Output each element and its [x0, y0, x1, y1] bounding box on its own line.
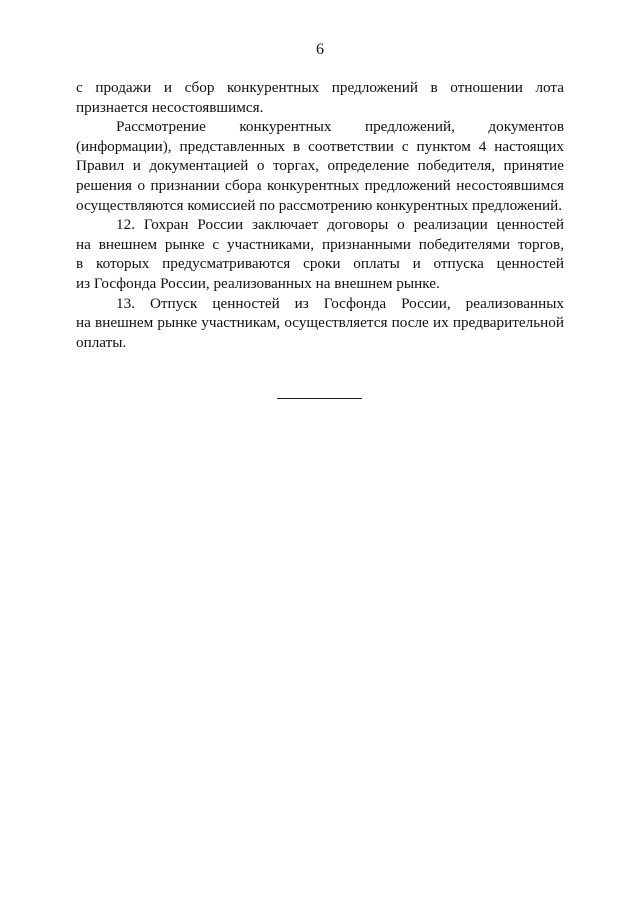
- page-number: 6: [316, 41, 324, 58]
- text-line: решения о признании сбора конкурентных предложений несостоявшимся: [76, 176, 564, 194]
- text-line: осуществляются комиссией по рассмотрению конкурентных предложений.: [76, 196, 563, 214]
- text-line: в которых предусматриваются сроки оплаты и отпуска ценностей: [76, 255, 564, 273]
- paragraph-item-12: [76, 215, 564, 293]
- document-body: [76, 78, 564, 352]
- paragraph-item-13: [76, 294, 564, 353]
- text-line: на внешнем рынке с участниками, признанными победителями торгов,: [76, 235, 564, 253]
- text-line: 12. Гохран России заключает договоры о реализации ценностей: [116, 216, 564, 234]
- text-line: признается несостоявшимся.: [76, 98, 264, 116]
- end-of-document-rule: [277, 398, 362, 399]
- text-line: Правил и документацией о торгах, определение победителя, принятие: [76, 157, 564, 175]
- text-line: оплаты.: [76, 333, 127, 351]
- text-line: (информации), представленных в соответствии с пунктом 4 настоящих: [76, 137, 564, 155]
- text-line: Рассмотрение конкурентных предложений, документов: [116, 118, 564, 136]
- paragraph-review-proposals: [76, 117, 564, 215]
- text-line: на внешнем рынке участникам, осуществляется после их предварительной: [76, 314, 564, 332]
- text-line: из Госфонда России, реализованных на внешнем рынке.: [76, 274, 440, 292]
- paragraph-lot-failed: [76, 78, 564, 117]
- text-line: с продажи и сбор конкурентных предложений в отношении лота: [76, 79, 564, 96]
- text-line: 13. Отпуск ценностей из Госфонда России, реализованных: [116, 294, 564, 312]
